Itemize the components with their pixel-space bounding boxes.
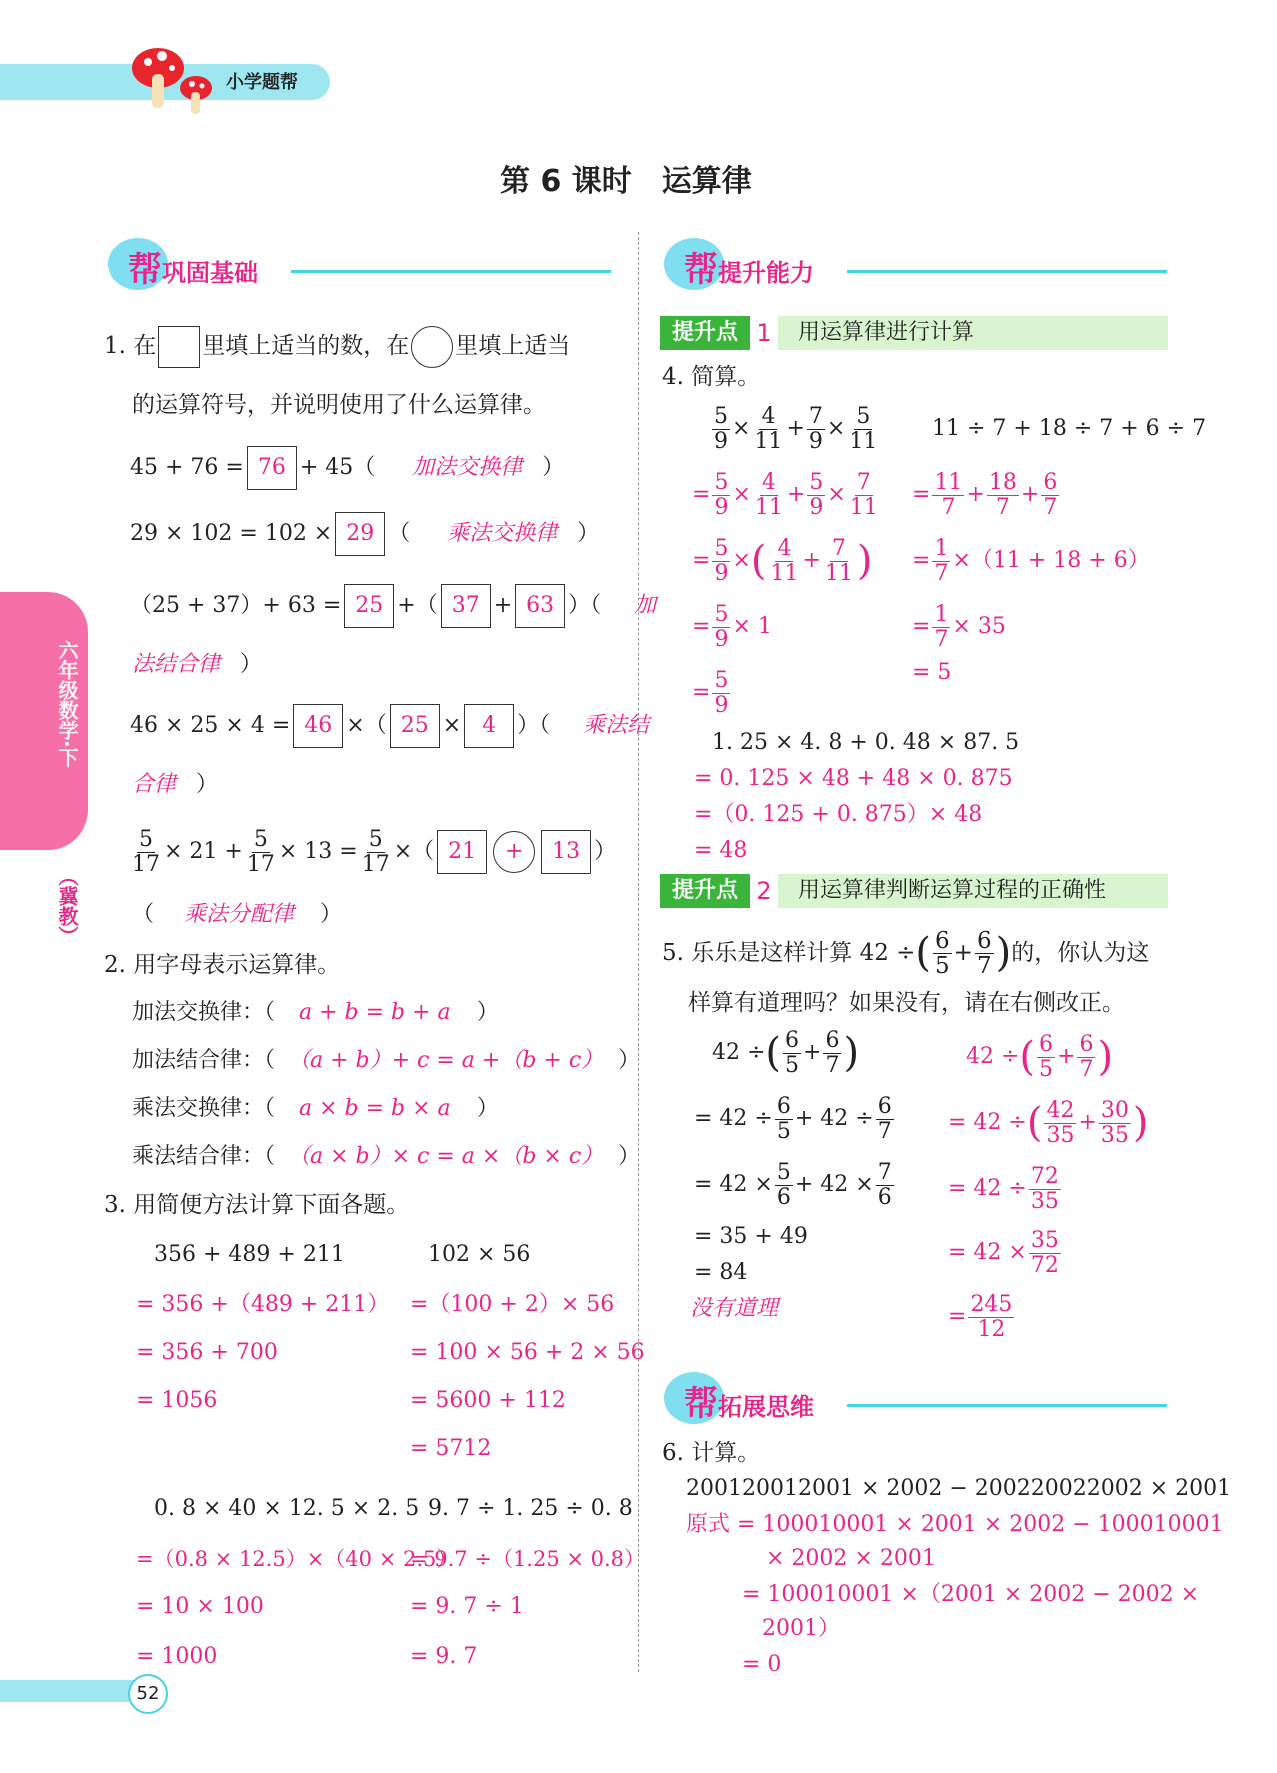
q3b-step3: = 5600 + 112 xyxy=(410,1388,566,1413)
q5-orig-step3: = 35 + 49 xyxy=(694,1224,808,1249)
q5-orig-question: 42 ÷ ( 6 5 + 6 7 ) xyxy=(712,1027,860,1078)
q5-prompt-line1: 5. 乐乐是这样计算 42 ÷ ( 6 5 + 6 7 ) 的，你认为这 xyxy=(662,927,1150,979)
q4b-step1: = 11 7 + 18 7 + 6 7 xyxy=(912,469,1058,520)
section-title-basic: 巩固基础 xyxy=(162,259,258,287)
q5-orig-step1: = 42 ÷ $\frac{6}{5}$ + 42 ÷ $\frac{6}{7}$ xyxy=(694,1093,892,1144)
column-divider xyxy=(638,232,639,1672)
q6-question: 200120012001 × 2002 − 200220022002 × 2001 xyxy=(686,1476,1232,1501)
q5-prompt-line2: 样算有道理吗？如果没有，请在右侧改正。 xyxy=(688,990,1125,1016)
q1-prompt-line2: 的运算符号，并说明使用了什么运算律。 xyxy=(132,392,546,418)
q1-line4: 46 × 25 × 4 = 46 ×（ 25 × 4 ）（ 乘法结 xyxy=(130,704,649,748)
q2-row-2: 加法结合律：（ （a + b）+ c = a +（b + c） ） xyxy=(132,1048,641,1073)
q3c-step3: = 1000 xyxy=(136,1644,218,1669)
q3b-step2: = 100 × 56 + 2 × 56 xyxy=(410,1340,645,1365)
q3-prompt: 3. 用简便方法计算下面各题。 xyxy=(104,1192,410,1218)
q6-step3: = 0 xyxy=(742,1652,782,1677)
section-title-advance: 提升能力 xyxy=(718,259,814,287)
empty-circle-icon xyxy=(411,326,453,368)
q3d-step3: = 9. 7 xyxy=(410,1644,478,1669)
q4a-step1: = 5 9 × 4 11 + 5 9 × 7 11 xyxy=(692,469,878,520)
q4b-step4: = 5 xyxy=(912,660,952,685)
q3b-step4: = 5712 xyxy=(410,1436,492,1461)
q6-step1: 原式 = 100010001 × 2001 × 2002 − 100010001 xyxy=(686,1512,1224,1537)
q4b-question: 11 ÷ 7 + 18 ÷ 7 + 6 ÷ 7 xyxy=(932,416,1207,441)
q1-line5-reason: （ 乘法分配律 ） xyxy=(132,902,343,927)
q3a-step2: = 356 + 700 xyxy=(136,1340,278,1365)
q3a-step1: = 356 +（489 + 211） xyxy=(136,1292,390,1317)
q5-fix-step1: = 42 ÷ ( 42 35 + 30 35 ) xyxy=(948,1097,1149,1148)
q4b-step3: = $\frac{1}{7}$ × 35 xyxy=(912,601,1006,652)
q2-prompt: 2. 用字母表示运算律。 xyxy=(104,952,341,978)
q4a-step4: = 5 9 xyxy=(692,667,729,718)
q4c-step2: =（0. 125 + 0. 875）× 48 xyxy=(694,802,983,827)
q3b-step1: =（100 + 2）× 56 xyxy=(410,1292,615,1317)
q4c-question: 1. 25 × 4. 8 + 0. 48 × 87. 5 xyxy=(712,730,1020,755)
q3b-question: 102 × 56 xyxy=(428,1242,531,1267)
q5-fix-step4: = $\frac{245}{12}$ xyxy=(948,1291,1013,1342)
tag-point-2: 提升点 2 用运算律判断运算过程的正确性 xyxy=(660,874,1168,908)
q1-line4-cont: 合律 ） xyxy=(132,772,219,797)
section-header-advance: 帮提升能力 xyxy=(662,234,1167,292)
q3a-question: 356 + 489 + 211 xyxy=(154,1242,345,1267)
q1-line3-cont: 法结合律 ） xyxy=(132,652,263,677)
mushroom-logo-icon xyxy=(128,40,218,116)
q5-verdict: 没有道理 xyxy=(690,1296,779,1321)
page-number: 52 xyxy=(128,1674,168,1714)
q6-prompt: 6. 计算。 xyxy=(662,1440,761,1466)
section-title-extend: 拓展思维 xyxy=(718,1393,814,1421)
q3c-question: 0. 8 × 40 × 12. 5 × 2. 5 xyxy=(154,1496,420,1521)
side-tab-grade: 六年级数学·下 xyxy=(55,640,79,768)
q3c-step2: = 10 × 100 xyxy=(136,1594,264,1619)
page-title: 第 6 课时 运算律 xyxy=(500,164,752,199)
q2-row-1: 加法交换律：（ a + b = b + a ） xyxy=(132,1000,499,1025)
q1-prompt-line1: 1. 在 里填上适当的数，在 里填上适当 xyxy=(104,324,570,368)
q6-step1-cont: × 2002 × 2001 xyxy=(766,1546,936,1571)
q4b-step2: = $\frac{1}{7}$ ×（11 + 18 + 6） xyxy=(912,535,1150,586)
q2-row-3: 乘法交换律：（ a × b = b × a ） xyxy=(132,1096,499,1121)
empty-box-icon xyxy=(158,326,200,368)
section-header-extend: 帮拓展思维 xyxy=(662,1368,1167,1426)
q4a-step2: = 5 9 × ( 4 11 + 7 11 ) xyxy=(692,535,873,586)
q1-line3: （25 + 37）+ 63 = 25 +（ 37 + 63 ）（ 加 xyxy=(130,584,656,628)
q1-line1: 45 + 76 = 76 + 45（ 加法交换律 ） xyxy=(130,446,564,490)
q4a-question: 5 9 × 4 11 + 7 9 × 5 11 xyxy=(714,403,878,454)
q3c-step1: =（0.8 × 12.5）×（40 × 2.5） xyxy=(136,1547,458,1571)
q5-fix-question: 42 ÷ ( 6 5 + 6 7 ) xyxy=(966,1031,1114,1082)
q3a-step3: = 1056 xyxy=(136,1388,218,1413)
q3d-question: 9. 7 ÷ 1. 25 ÷ 0. 8 xyxy=(428,1496,633,1521)
side-tab-edition: （冀教） xyxy=(55,866,79,946)
q5-fix-step3: = 42 × $\frac{35}{72}$ xyxy=(948,1227,1059,1278)
q1-line5: $\frac{5}{17}$ × 21 + $\frac{5}{17}$ × 13 = $\frac{5}{17}$ ×（ 21 + 13 ） xyxy=(132,826,617,877)
q4c-step3: = 48 xyxy=(694,838,748,863)
q6-step2: = 100010001 ×（2001 × 2002 − 2002 × xyxy=(742,1582,1200,1607)
q6-step2-cont: 2001） xyxy=(762,1616,840,1641)
q4a-step3: = $\frac{5}{9}$ × 1 xyxy=(692,601,772,652)
q4-prompt: 4. 简算。 xyxy=(662,364,761,390)
tag-point-1: 提升点 1 用运算律进行计算 xyxy=(660,316,1168,350)
section-header-basic: 帮巩固基础 xyxy=(106,234,611,292)
q4c-step1: = 0. 125 × 48 + 48 × 0. 875 xyxy=(694,766,1013,791)
brand-name: 小学题帮 xyxy=(226,72,298,93)
q5-orig-step2: = 42 × $\frac{5}{6}$ + 42 × $\frac{7}{6}$ xyxy=(694,1159,892,1210)
q5-orig-step4: = 84 xyxy=(694,1260,748,1285)
q3d-step1: = 9.7 ÷（1.25 × 0.8） xyxy=(410,1547,646,1571)
q2-row-4: 乘法结合律：（ （a × b）× c = a ×（b × c） ） xyxy=(132,1144,641,1169)
q5-fix-step2: = 42 ÷ $\frac{72}{35}$ xyxy=(948,1163,1059,1214)
q3d-step2: = 9. 7 ÷ 1 xyxy=(410,1594,524,1619)
q1-line2: 29 × 102 = 102 × 29 （ 乘法交换律 ） xyxy=(130,512,599,556)
